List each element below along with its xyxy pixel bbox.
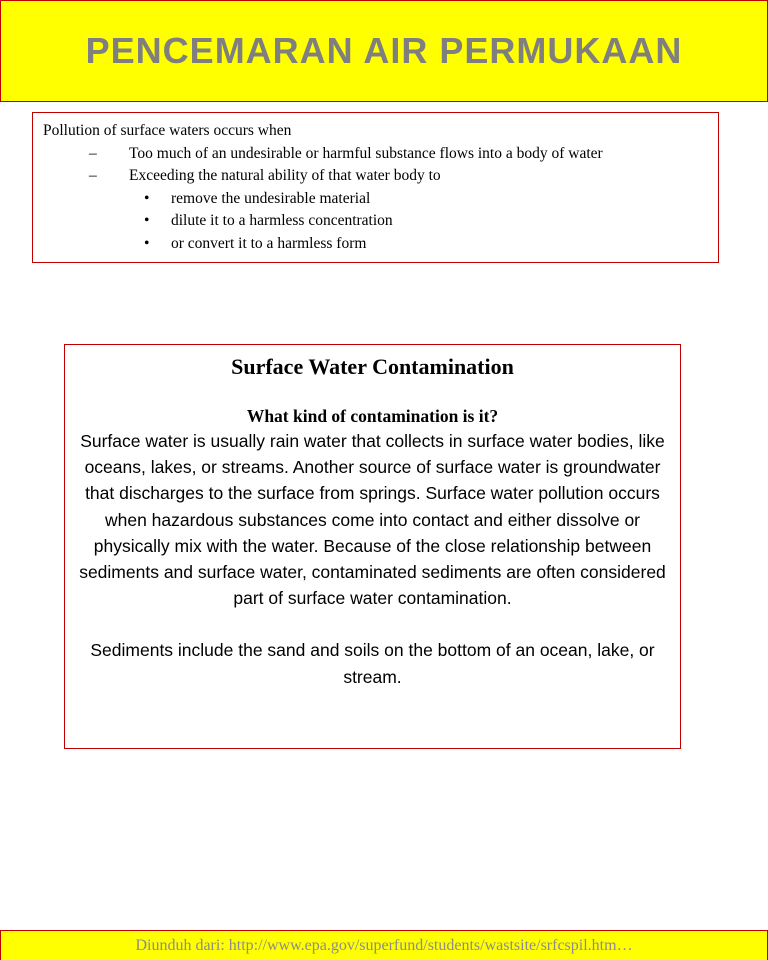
definition-intro: Pollution of surface waters occurs when [43,122,292,139]
source-banner [0,930,768,960]
source-citation: Diunduh dari: http://www.epa.gov/superfund/students/wastsite/srfcspil.htm… [135,936,633,954]
definition-item-text: Too much of an undesirable or harmful substance flows into a body of water [129,144,603,162]
contamination-box [64,344,681,749]
definition-subitem-text: or convert it to a harmless form [171,234,367,252]
definition-subitem [43,188,710,211]
sediments-paragraph: Sediments include the sand and soils on the bottom of an ocean, lake, or stream. [90,640,655,687]
title-banner [0,0,768,102]
dash-marker: – [89,167,97,184]
definition-subitem [43,210,710,233]
definition-box [32,112,719,263]
contamination-paragraph: Surface water is usually rain water that collects in surface water bodies, like oceans, lakes, or streams. Another source of surface water is groundwater that discharges to the surface from springs. Surface water pollution occurs when hazardous substances come into contact and either dissolve or physically mix with the water. Because of the close relationship between sediments and surface water, contaminated sediments are often considered part of surface water contamination. [79,431,666,609]
contamination-heading: Surface Water Contamination [231,354,514,379]
bullet-marker: • [144,212,150,229]
definition-item [43,143,710,166]
bullet-marker: • [144,234,150,252]
dash-marker: – [89,144,97,162]
contamination-question: What kind of contamination is it? [246,406,499,426]
bullet-marker: • [144,189,150,207]
definition-item [43,165,710,188]
definition-subitem [43,233,710,256]
definition-subitem-text: remove the undesirable material [171,189,371,207]
definition-item-text: Exceeding the natural ability of that water body to [129,167,441,184]
page-title: PENCEMARAN AIR PERMUKAAN [85,30,683,71]
definition-subitem-text: dilute it to a harmless concentration [171,212,393,229]
